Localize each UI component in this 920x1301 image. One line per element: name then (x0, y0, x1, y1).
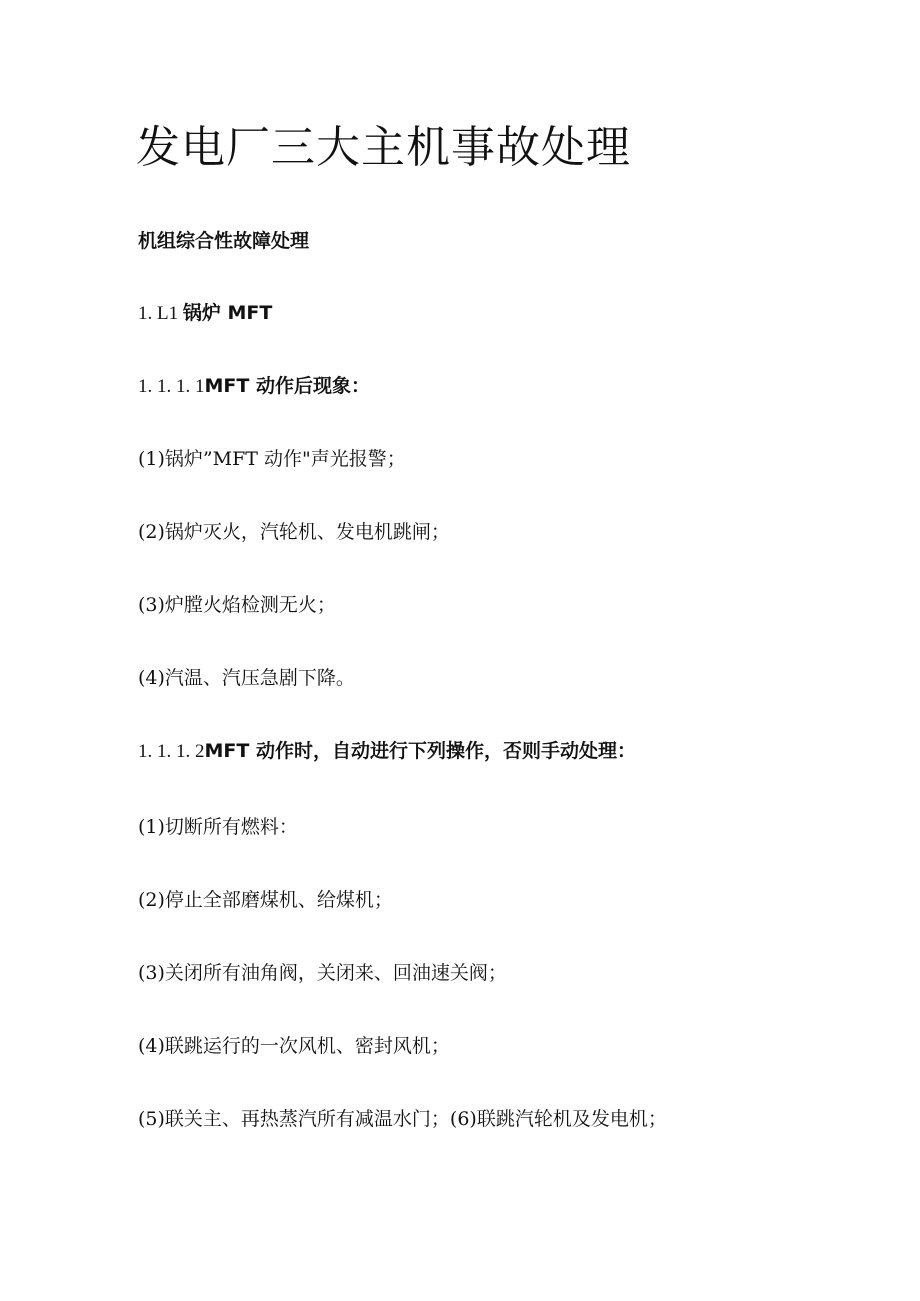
phenomena-item: (2)锅炉灭火，汽轮机、发电机跳闸； (138, 521, 450, 543)
phenomena-heading-text: MFT 动作后现象： (204, 375, 370, 397)
section-heading: 机组综合性故障处理 (138, 230, 310, 252)
action-item: (4)联跳运行的一次风机、密封风机； (138, 1035, 450, 1057)
action-item: (5)联关主、再热蒸汽所有减温水门；(6)联跳汽轮机及发电机； (138, 1108, 667, 1130)
sub-heading-text: 锅炉 MFT (182, 302, 273, 324)
sub-heading-number: 1. L1 (138, 303, 183, 324)
actions-heading (138, 738, 636, 765)
phenomena-item: (3)炉膛火焰检测无火； (138, 594, 336, 616)
phenomena-heading (138, 373, 370, 400)
document-title: 发电厂三大主机事故处理 (136, 122, 631, 173)
actions-heading-number: 1. 1. 1. 2 (138, 741, 205, 762)
phenomena-item: (4)汽温、汽压急剧下降。 (138, 667, 355, 689)
action-item: (1)切断所有燃料： (138, 816, 298, 838)
phenomena-item: (1)锅炉”MFT 动作"声光报警； (138, 448, 406, 470)
phenomena-heading-number: 1. 1. 1. 1 (138, 376, 205, 397)
actions-heading-text: MFT 动作时，自动进行下列操作，否则手动处理： (204, 740, 636, 762)
sub-heading (138, 300, 272, 327)
action-item: (3)关闭所有油角阀，关闭来、回油速关阀； (138, 962, 507, 984)
action-item: (2)停止全部磨煤机、给煤机； (138, 889, 393, 911)
